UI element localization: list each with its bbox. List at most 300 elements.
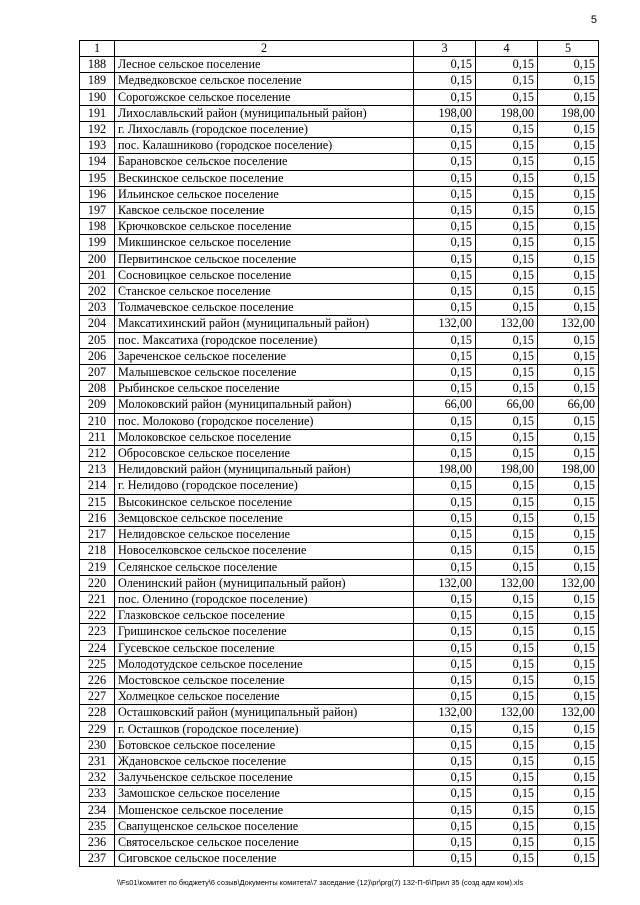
- value-col-4: 0,15: [476, 834, 538, 850]
- row-number: 216: [80, 510, 115, 526]
- settlement-name: г. Нелидово (городское поселение): [115, 478, 414, 494]
- row-number: 218: [80, 543, 115, 559]
- table-row: [80, 429, 599, 445]
- settlement-name: Микшинское сельское поселение: [115, 235, 414, 251]
- value-col-4: 0,15: [476, 138, 538, 154]
- settlement-name: Ботовское сельское поселение: [115, 737, 414, 753]
- value-col-3: 0,15: [414, 365, 476, 381]
- value-col-3: 0,15: [414, 818, 476, 834]
- settlement-name: Холмецкое сельское поселение: [115, 689, 414, 705]
- row-number: 231: [80, 753, 115, 769]
- value-col-3: 0,15: [414, 235, 476, 251]
- table-row: [80, 73, 599, 89]
- value-col-4: 0,15: [476, 851, 538, 867]
- value-col-5: 0,15: [538, 300, 599, 316]
- value-col-4: 0,15: [476, 332, 538, 348]
- value-col-5: 0,15: [538, 348, 599, 364]
- value-col-3: 0,15: [414, 446, 476, 462]
- row-number: 236: [80, 834, 115, 850]
- value-col-3: 0,15: [414, 267, 476, 283]
- row-number: 220: [80, 575, 115, 591]
- settlement-name: Замошское сельское поселение: [115, 786, 414, 802]
- settlement-name: Станское сельское поселение: [115, 284, 414, 300]
- table-row: [80, 478, 599, 494]
- value-col-4: 66,00: [476, 397, 538, 413]
- value-col-4: 0,15: [476, 802, 538, 818]
- value-col-3: 0,15: [414, 559, 476, 575]
- settlement-name: Молоковский район (муниципальный район): [115, 397, 414, 413]
- settlement-name: Молодотудское сельское поселение: [115, 656, 414, 672]
- row-number: 205: [80, 332, 115, 348]
- table-row: [80, 753, 599, 769]
- table-row: [80, 527, 599, 543]
- settlement-name: Свапущенское сельское поселение: [115, 818, 414, 834]
- row-number: 207: [80, 365, 115, 381]
- value-col-4: 0,15: [476, 300, 538, 316]
- row-number: 222: [80, 608, 115, 624]
- settlement-name: Крючковское сельское поселение: [115, 219, 414, 235]
- value-col-5: 0,15: [538, 235, 599, 251]
- settlement-name: Лесное сельское поселение: [115, 57, 414, 73]
- table-row: [80, 300, 599, 316]
- table-row: [80, 624, 599, 640]
- settlement-name: Максатихинский район (муниципальный район): [115, 316, 414, 332]
- row-number: 193: [80, 138, 115, 154]
- value-col-4: 0,15: [476, 640, 538, 656]
- value-col-3: 0,15: [414, 170, 476, 186]
- value-col-5: 0,15: [538, 446, 599, 462]
- value-col-4: 0,15: [476, 284, 538, 300]
- value-col-3: 132,00: [414, 316, 476, 332]
- table-row: [80, 802, 599, 818]
- table-row: [80, 510, 599, 526]
- value-col-5: 0,15: [538, 802, 599, 818]
- row-number: 188: [80, 57, 115, 73]
- value-col-3: 0,15: [414, 138, 476, 154]
- table-row: [80, 332, 599, 348]
- table-row: [80, 365, 599, 381]
- table-row: [80, 559, 599, 575]
- value-col-4: 198,00: [476, 105, 538, 121]
- value-col-5: 0,15: [538, 608, 599, 624]
- value-col-3: 0,15: [414, 494, 476, 510]
- value-col-5: 0,15: [538, 672, 599, 688]
- settlement-name: Первитинское сельское поселение: [115, 251, 414, 267]
- row-number: 230: [80, 737, 115, 753]
- table-row: [80, 170, 599, 186]
- row-number: 208: [80, 381, 115, 397]
- row-number: 190: [80, 89, 115, 105]
- value-col-3: 0,15: [414, 300, 476, 316]
- value-col-4: 0,15: [476, 203, 538, 219]
- settlement-name: Глазковское сельское поселение: [115, 608, 414, 624]
- column-header: 5: [538, 41, 599, 57]
- value-col-4: 0,15: [476, 689, 538, 705]
- table-row: [80, 413, 599, 429]
- row-number: 213: [80, 462, 115, 478]
- value-col-4: 0,15: [476, 429, 538, 445]
- row-number: 217: [80, 527, 115, 543]
- table-row: [80, 57, 599, 73]
- table-row: [80, 186, 599, 202]
- settlement-name: Медведковское сельское поселение: [115, 73, 414, 89]
- value-col-4: 0,15: [476, 348, 538, 364]
- value-col-5: 0,15: [538, 527, 599, 543]
- row-number: 189: [80, 73, 115, 89]
- settlement-name: Новоселковское сельское поселение: [115, 543, 414, 559]
- row-number: 204: [80, 316, 115, 332]
- value-col-3: 0,15: [414, 57, 476, 73]
- value-col-5: 0,15: [538, 89, 599, 105]
- value-col-4: 0,15: [476, 170, 538, 186]
- row-number: 200: [80, 251, 115, 267]
- value-col-4: 132,00: [476, 575, 538, 591]
- value-col-5: 0,15: [538, 721, 599, 737]
- table-row: [80, 721, 599, 737]
- table-row: [80, 737, 599, 753]
- value-col-5: 0,15: [538, 251, 599, 267]
- value-col-5: 132,00: [538, 705, 599, 721]
- row-number: 224: [80, 640, 115, 656]
- table-row: [80, 251, 599, 267]
- column-header: 4: [476, 41, 538, 57]
- row-number: 229: [80, 721, 115, 737]
- settlement-name: Оленинский район (муниципальный район): [115, 575, 414, 591]
- table-row: [80, 640, 599, 656]
- value-col-5: 198,00: [538, 462, 599, 478]
- value-col-5: 0,15: [538, 203, 599, 219]
- settlement-name: Нелидовское сельское поселение: [115, 527, 414, 543]
- settlement-name: Нелидовский район (муниципальный район): [115, 462, 414, 478]
- settlement-name: Осташковский район (муниципальный район): [115, 705, 414, 721]
- row-number: 209: [80, 397, 115, 413]
- value-col-3: 132,00: [414, 705, 476, 721]
- value-col-4: 0,15: [476, 365, 538, 381]
- value-col-4: 0,15: [476, 672, 538, 688]
- value-col-5: 0,15: [538, 429, 599, 445]
- settlement-name: Лихославльский район (муниципальный район): [115, 105, 414, 121]
- row-number: 221: [80, 591, 115, 607]
- table-row: [80, 770, 599, 786]
- value-col-5: 0,15: [538, 770, 599, 786]
- value-col-3: 0,15: [414, 656, 476, 672]
- table-row: [80, 786, 599, 802]
- value-col-3: 0,15: [414, 510, 476, 526]
- table-row: [80, 381, 599, 397]
- value-col-5: 0,15: [538, 689, 599, 705]
- value-col-3: 0,15: [414, 89, 476, 105]
- value-col-4: 0,15: [476, 510, 538, 526]
- value-col-3: 0,15: [414, 73, 476, 89]
- row-number: 232: [80, 770, 115, 786]
- settlement-name: пос. Максатиха (городское поселение): [115, 332, 414, 348]
- value-col-5: 0,15: [538, 365, 599, 381]
- table-row: [80, 219, 599, 235]
- value-col-3: 0,15: [414, 219, 476, 235]
- value-col-4: 0,15: [476, 235, 538, 251]
- value-col-5: 0,15: [538, 510, 599, 526]
- value-col-5: 0,15: [538, 413, 599, 429]
- data-table: [79, 40, 599, 867]
- table-row: [80, 138, 599, 154]
- table-row: [80, 575, 599, 591]
- value-col-4: 0,15: [476, 413, 538, 429]
- value-col-5: 0,15: [538, 851, 599, 867]
- row-number: 212: [80, 446, 115, 462]
- value-col-4: 132,00: [476, 316, 538, 332]
- value-col-3: 0,15: [414, 591, 476, 607]
- value-col-5: 0,15: [538, 73, 599, 89]
- value-col-3: 0,15: [414, 640, 476, 656]
- value-col-3: 0,15: [414, 122, 476, 138]
- value-col-4: 0,15: [476, 591, 538, 607]
- row-number: 198: [80, 219, 115, 235]
- row-number: 235: [80, 818, 115, 834]
- table-row: [80, 851, 599, 867]
- row-number: 194: [80, 154, 115, 170]
- table-row: [80, 348, 599, 364]
- table-row: [80, 608, 599, 624]
- value-col-3: 0,15: [414, 753, 476, 769]
- settlement-name: Селянское сельское поселение: [115, 559, 414, 575]
- column-header: 2: [115, 41, 414, 57]
- settlement-name: Малышевское сельское поселение: [115, 365, 414, 381]
- settlement-name: Гусевское сельское поселение: [115, 640, 414, 656]
- settlement-name: Зареченское сельское поселение: [115, 348, 414, 364]
- value-col-3: 0,15: [414, 834, 476, 850]
- table-row: [80, 834, 599, 850]
- value-col-3: 66,00: [414, 397, 476, 413]
- settlement-name: Земцовское сельское поселение: [115, 510, 414, 526]
- settlement-name: Высокинское сельское поселение: [115, 494, 414, 510]
- value-col-3: 0,15: [414, 251, 476, 267]
- value-col-3: 0,15: [414, 851, 476, 867]
- settlement-name: Вескинское сельское поселение: [115, 170, 414, 186]
- value-col-5: 0,15: [538, 818, 599, 834]
- value-col-4: 0,15: [476, 251, 538, 267]
- value-col-3: 0,15: [414, 154, 476, 170]
- row-number: 234: [80, 802, 115, 818]
- value-col-5: 0,15: [538, 737, 599, 753]
- value-col-5: 0,15: [538, 543, 599, 559]
- row-number: 202: [80, 284, 115, 300]
- row-number: 196: [80, 186, 115, 202]
- value-col-4: 132,00: [476, 705, 538, 721]
- value-col-3: 0,15: [414, 332, 476, 348]
- value-col-5: 198,00: [538, 105, 599, 121]
- value-col-3: 0,15: [414, 672, 476, 688]
- row-number: 210: [80, 413, 115, 429]
- table-row: [80, 397, 599, 413]
- value-col-4: 0,15: [476, 381, 538, 397]
- row-number: 226: [80, 672, 115, 688]
- value-col-3: 0,15: [414, 770, 476, 786]
- row-number: 223: [80, 624, 115, 640]
- row-number: 211: [80, 429, 115, 445]
- row-number: 237: [80, 851, 115, 867]
- value-col-3: 198,00: [414, 105, 476, 121]
- value-col-3: 0,15: [414, 413, 476, 429]
- value-col-5: 0,15: [538, 332, 599, 348]
- value-col-5: 66,00: [538, 397, 599, 413]
- value-col-5: 0,15: [538, 640, 599, 656]
- value-col-5: 0,15: [538, 494, 599, 510]
- row-number: 233: [80, 786, 115, 802]
- value-col-4: 0,15: [476, 89, 538, 105]
- row-number: 199: [80, 235, 115, 251]
- value-col-5: 0,15: [538, 834, 599, 850]
- row-number: 219: [80, 559, 115, 575]
- value-col-5: 0,15: [538, 284, 599, 300]
- value-col-4: 0,15: [476, 721, 538, 737]
- table-header-row: [80, 41, 599, 57]
- settlement-name: Барановское сельское поселение: [115, 154, 414, 170]
- value-col-3: 0,15: [414, 721, 476, 737]
- value-col-4: 0,15: [476, 786, 538, 802]
- table-row: [80, 235, 599, 251]
- table-body: [80, 57, 599, 867]
- table-row: [80, 316, 599, 332]
- value-col-4: 0,15: [476, 527, 538, 543]
- value-col-4: 0,15: [476, 494, 538, 510]
- value-col-5: 0,15: [538, 656, 599, 672]
- settlement-name: Ильинское сельское поселение: [115, 186, 414, 202]
- table-row: [80, 818, 599, 834]
- settlement-name: г. Лихославль (городское поселение): [115, 122, 414, 138]
- value-col-3: 0,15: [414, 381, 476, 397]
- value-col-3: 198,00: [414, 462, 476, 478]
- settlement-name: Обросовское сельское поселение: [115, 446, 414, 462]
- table-row: [80, 543, 599, 559]
- settlement-name: пос. Молоково (городское поселение): [115, 413, 414, 429]
- value-col-5: 0,15: [538, 624, 599, 640]
- table-row: [80, 267, 599, 283]
- value-col-5: 0,15: [538, 122, 599, 138]
- settlement-name: Гришинское сельское поселение: [115, 624, 414, 640]
- table-row: [80, 672, 599, 688]
- row-number: 203: [80, 300, 115, 316]
- value-col-4: 0,15: [476, 267, 538, 283]
- value-col-5: 0,15: [538, 57, 599, 73]
- value-col-5: 0,15: [538, 478, 599, 494]
- settlement-name: Святосельское сельское поселение: [115, 834, 414, 850]
- value-col-4: 0,15: [476, 624, 538, 640]
- table-row: [80, 689, 599, 705]
- value-col-5: 0,15: [538, 154, 599, 170]
- settlement-name: пос. Оленино (городское поселение): [115, 591, 414, 607]
- value-col-4: 0,15: [476, 219, 538, 235]
- value-col-5: 0,15: [538, 186, 599, 202]
- value-col-5: 0,15: [538, 753, 599, 769]
- value-col-5: 0,15: [538, 219, 599, 235]
- row-number: 206: [80, 348, 115, 364]
- column-header: 3: [414, 41, 476, 57]
- settlement-name: г. Осташков (городское поселение): [115, 721, 414, 737]
- value-col-5: 0,15: [538, 138, 599, 154]
- settlement-name: Мостовское сельское поселение: [115, 672, 414, 688]
- row-number: 197: [80, 203, 115, 219]
- row-number: 225: [80, 656, 115, 672]
- table-row: [80, 705, 599, 721]
- settlement-name: Кавское сельское поселение: [115, 203, 414, 219]
- value-col-4: 0,15: [476, 818, 538, 834]
- settlement-name: Залучьенское сельское поселение: [115, 770, 414, 786]
- value-col-3: 0,15: [414, 624, 476, 640]
- value-col-4: 0,15: [476, 478, 538, 494]
- row-number: 215: [80, 494, 115, 510]
- value-col-5: 132,00: [538, 316, 599, 332]
- row-number: 191: [80, 105, 115, 121]
- settlement-name: Сиговское сельское поселение: [115, 851, 414, 867]
- value-col-3: 0,15: [414, 527, 476, 543]
- row-number: 214: [80, 478, 115, 494]
- row-number: 195: [80, 170, 115, 186]
- settlement-name: Мошенское сельское поселение: [115, 802, 414, 818]
- value-col-4: 0,15: [476, 543, 538, 559]
- value-col-3: 0,15: [414, 348, 476, 364]
- table-row: [80, 122, 599, 138]
- footer-file-path: \\Fs01\комитет по бюджету\6 созыв\Документы комитета\7 заседание (12)\pr\prg(7) 132-П-6\Прил 35 (созд адм ком).xls: [116, 878, 524, 887]
- table-row: [80, 154, 599, 170]
- value-col-4: 0,15: [476, 446, 538, 462]
- row-number: 227: [80, 689, 115, 705]
- table-row: [80, 89, 599, 105]
- value-col-5: 0,15: [538, 267, 599, 283]
- value-col-3: 0,15: [414, 478, 476, 494]
- value-col-4: 0,15: [476, 737, 538, 753]
- row-number: 201: [80, 267, 115, 283]
- value-col-4: 0,15: [476, 122, 538, 138]
- value-col-3: 0,15: [414, 543, 476, 559]
- row-number: 192: [80, 122, 115, 138]
- settlement-name: Толмачевское сельское поселение: [115, 300, 414, 316]
- table-row: [80, 656, 599, 672]
- value-col-3: 0,15: [414, 608, 476, 624]
- value-col-3: 0,15: [414, 802, 476, 818]
- value-col-4: 0,15: [476, 753, 538, 769]
- value-col-4: 0,15: [476, 559, 538, 575]
- table-row: [80, 462, 599, 478]
- value-col-4: 0,15: [476, 73, 538, 89]
- value-col-4: 0,15: [476, 154, 538, 170]
- value-col-4: 198,00: [476, 462, 538, 478]
- table-row: [80, 284, 599, 300]
- table-row: [80, 446, 599, 462]
- table-row: [80, 105, 599, 121]
- value-col-4: 0,15: [476, 608, 538, 624]
- value-col-5: 0,15: [538, 559, 599, 575]
- value-col-5: 132,00: [538, 575, 599, 591]
- settlement-name: пос. Калашниково (городское поселение): [115, 138, 414, 154]
- value-col-5: 0,15: [538, 786, 599, 802]
- table-row: [80, 203, 599, 219]
- settlement-name: Рыбинское сельское поселение: [115, 381, 414, 397]
- value-col-4: 0,15: [476, 186, 538, 202]
- value-col-3: 0,15: [414, 737, 476, 753]
- value-col-3: 0,15: [414, 689, 476, 705]
- value-col-4: 0,15: [476, 57, 538, 73]
- value-col-3: 0,15: [414, 284, 476, 300]
- settlement-name: Молоковское сельское поселение: [115, 429, 414, 445]
- settlement-name: Сосновицкое сельское поселение: [115, 267, 414, 283]
- value-col-3: 0,15: [414, 429, 476, 445]
- value-col-3: 0,15: [414, 203, 476, 219]
- table-row: [80, 591, 599, 607]
- value-col-4: 0,15: [476, 770, 538, 786]
- value-col-3: 0,15: [414, 186, 476, 202]
- row-number: 228: [80, 705, 115, 721]
- column-header: 1: [80, 41, 115, 57]
